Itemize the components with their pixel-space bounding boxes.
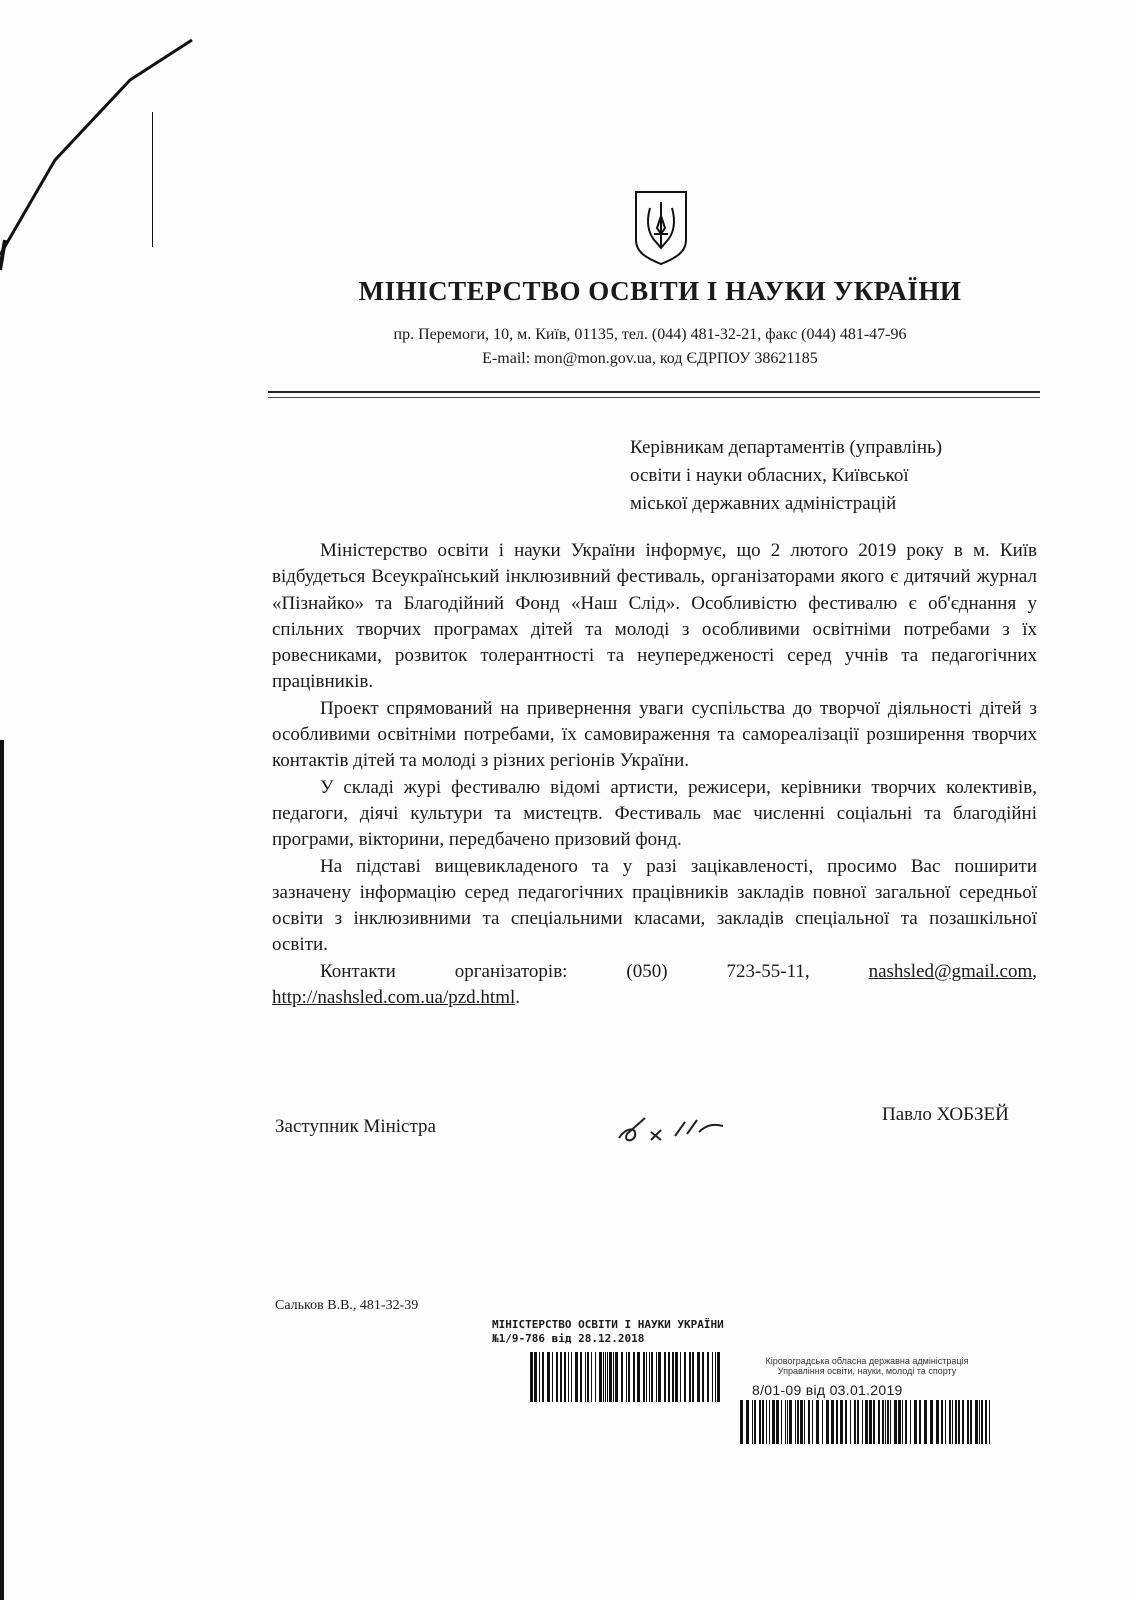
recipient-line: освіти і науки обласних, Київської bbox=[630, 465, 909, 486]
body-paragraph: Проект спрямований на привернення уваги суспільства до творчої діяльності дітей з особливими освітніми потребами, їх самовираження та самореалізації розширення творчих контактів дітей та молоді з різних регіонів України. bbox=[272, 697, 1037, 772]
contacts-end: . bbox=[515, 987, 521, 1009]
header-divider bbox=[268, 391, 1040, 393]
incoming-registration-stamp bbox=[752, 1356, 982, 1398]
contacts-separator: , bbox=[1032, 960, 1037, 982]
signer-title: Заступник Міністра bbox=[275, 1116, 436, 1137]
scan-edge-left bbox=[0, 740, 4, 1600]
contact-url-link[interactable]: http://nashsled.com.ua/pzd.html bbox=[272, 987, 516, 1009]
stamp-reg-number: №1/9-786 від 28.12.2018 bbox=[492, 1332, 645, 1345]
letter-body bbox=[272, 538, 1037, 1011]
barcode-icon bbox=[740, 1400, 990, 1444]
executor-contact: Сальков В.В., 481-32-39 bbox=[275, 1298, 419, 1313]
handwritten-signature bbox=[615, 1110, 745, 1150]
contacts-paragraph bbox=[272, 959, 1037, 1012]
ministry-title: МІНІСТЕРСТВО ОСВІТИ І НАУКИ УКРАЇНИ bbox=[358, 276, 962, 306]
ministry-contacts: E-mail: mon@mon.gov.ua, код ЄДРПОУ 38621185 bbox=[482, 350, 818, 367]
header-divider-thin bbox=[268, 397, 1040, 398]
signer-name: Павло ХОБЗЕЙ bbox=[882, 1104, 1009, 1125]
recipient-line: міської державних адміністрацій bbox=[630, 493, 897, 514]
contacts-label: Контакти організаторів: (050) 723-55-11, bbox=[320, 960, 869, 982]
recipient-line: Керівникам департаментів (управлінь) bbox=[630, 437, 943, 458]
body-paragraph: У складі журі фестивалю відомі артисти, режисери, керівники творчих колективів, педагоги, діячі культури та мистецтв. Фестиваль має численні соціальні та благодійні програми, вікторини, передбачено призовий фонд. bbox=[272, 776, 1037, 851]
stamp-org: МІНІСТЕРСТВО ОСВІТИ І НАУКИ УКРАЇНИ bbox=[492, 1318, 724, 1331]
stamp-department: Управління освіти, науки, молоді та спорту bbox=[777, 1366, 957, 1376]
outgoing-registration-stamp bbox=[492, 1318, 792, 1346]
contact-email-link[interactable]: nashsled@gmail.com bbox=[868, 960, 1033, 982]
body-paragraph: Міністерство освіти і науки України інформує, що 2 лютого 2019 року в м. Київ відбудеться Всеукраїнський інклюзивний фестиваль, організаторами якого є дитячий журнал «Пізнайко» та Благодійний Фонд «Наш Слід». Особливістю фестивалю є об'єднання у спільних творчих програмах дітей та молоді з особливими освітніми потребами з їх ровесниками, розвиток толерантності та неупередженості серед учнів та педагогічних працівників. bbox=[272, 540, 1037, 693]
recipient-block bbox=[630, 434, 1050, 518]
barcode-icon bbox=[530, 1352, 720, 1402]
scan-line-left bbox=[152, 112, 153, 247]
ministry-address: пр. Перемоги, 10, м. Київ, 01135, тел. (044) 481-32-21, факс (044) 481-47-96 bbox=[393, 326, 907, 343]
coat-of-arms-icon bbox=[632, 188, 690, 266]
stamp-org: Кіровоградська обласна державна адміністрація bbox=[765, 1356, 969, 1366]
body-paragraph: На підставі вищевикладеного та у разі зацікавленості, просимо Вас поширити зазначену інформацію серед педагогічних працівників закладів повної загальної середньої освіти з інклюзивними та спеціальними класами, закладів спеціальної та позашкільної освіти. bbox=[272, 855, 1037, 956]
stamp-reg-number: 8/01-09 від 03.01.2019 bbox=[752, 1382, 903, 1398]
